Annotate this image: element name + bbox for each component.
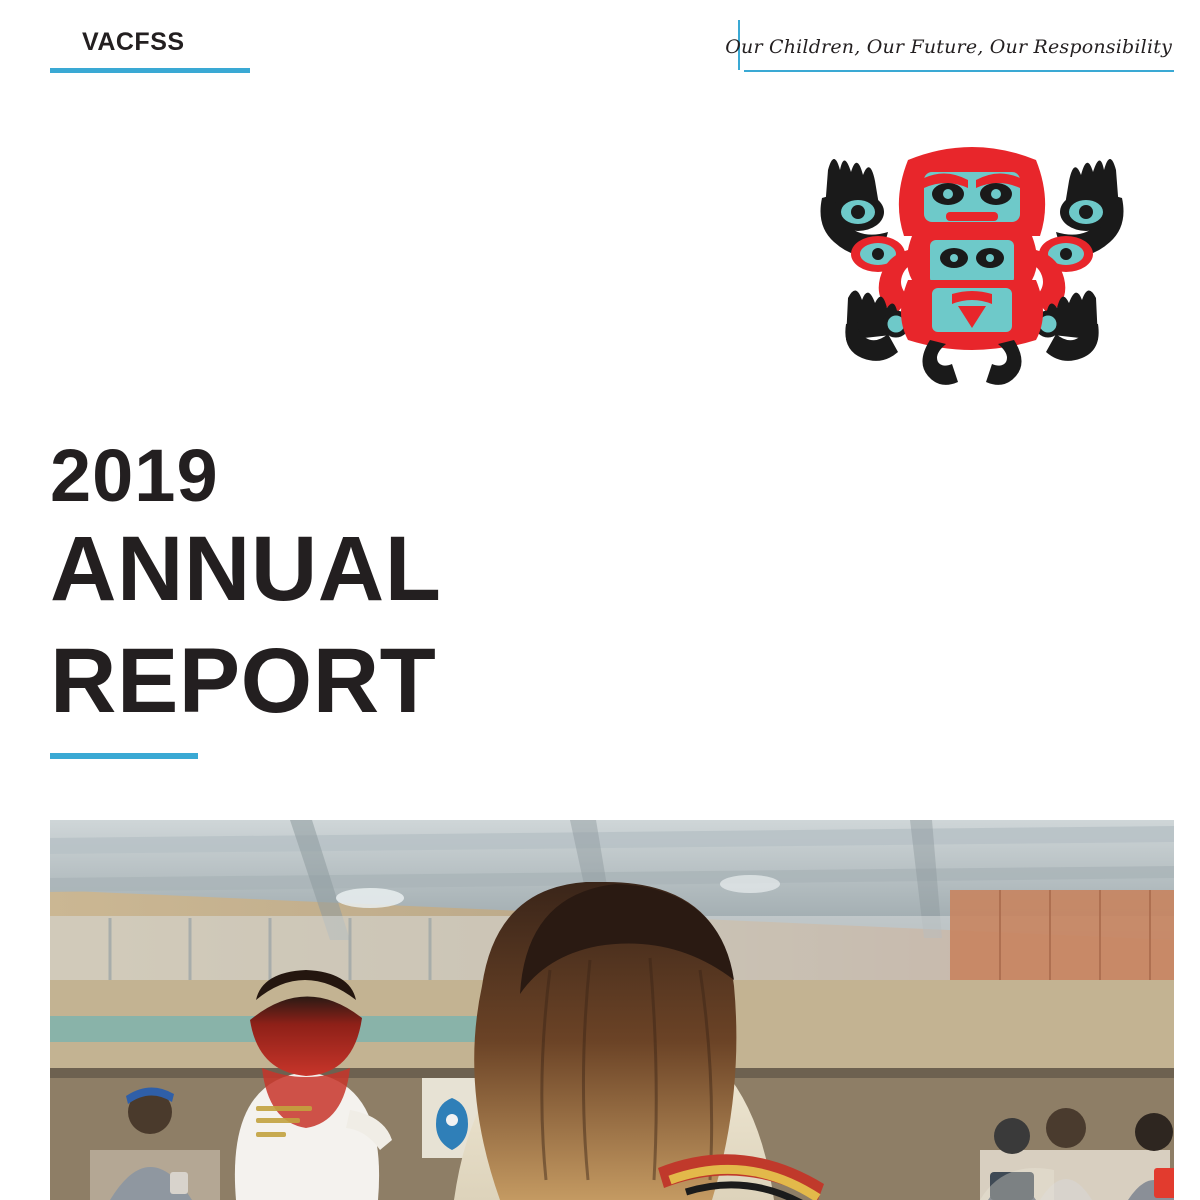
organization-tagline: Our Children, Our Future, Our Responsibility [725,36,1172,58]
community-gathering-photo [50,820,1174,1200]
page-header [0,0,1200,80]
report-title-line-2: REPORT [50,629,437,732]
header-accent-rule-left [50,68,250,73]
vacfss-formline-crest-icon [812,128,1132,398]
report-year: 2019 [50,434,219,517]
title-accent-underline [50,753,198,759]
cover-title-block [50,434,750,759]
organization-name: VACFSS [82,28,185,56]
report-title-line-1: ANNUAL [50,517,442,620]
header-accent-rule-right [744,70,1174,72]
